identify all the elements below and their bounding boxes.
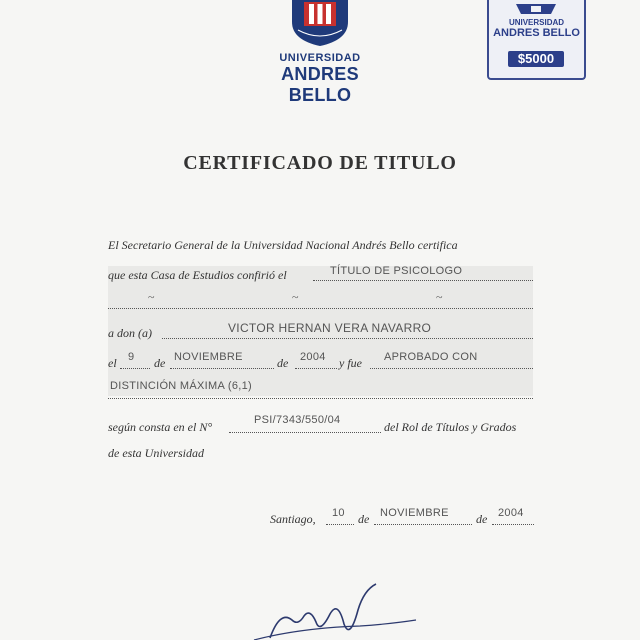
- stamp-line-1: UNIVERSIDAD: [508, 18, 565, 27]
- y-fue-label: y fue: [339, 356, 362, 370]
- segun-suffix: del Rol de Títulos y Grados: [384, 420, 517, 434]
- logo-line-2: ANDRES BELLO: [281, 64, 359, 105]
- tilde-1: ~: [148, 290, 155, 304]
- nombre-value: VICTOR HERNAN VERA NAVARRO: [228, 321, 432, 335]
- body-line-2-prefix: que esta Casa de Estudios confirió el: [108, 268, 287, 282]
- stamp-value: $5000: [508, 51, 564, 67]
- fecha-dia-value: 10: [332, 507, 345, 519]
- numero-value: PSI/7343/550/04: [254, 414, 341, 426]
- fecha-lugar: Santiago,: [270, 512, 316, 526]
- resultado-2-value: DISTINCIÓN MÁXIMA (6,1): [110, 380, 252, 392]
- logo-line-1: UNIVERSIDAD: [279, 52, 361, 64]
- segun-prefix: según consta en el N°: [108, 420, 213, 434]
- fecha-anio-value: 2004: [498, 507, 524, 519]
- dia-dots: [120, 356, 150, 369]
- fecha-de-1: de: [358, 512, 370, 526]
- el-label: el: [108, 356, 117, 370]
- ultima-linea: de esta Universidad: [108, 446, 204, 460]
- anio-value: 2004: [300, 351, 326, 363]
- don-prefix: a don (a): [108, 326, 152, 340]
- dia-value: 9: [128, 351, 135, 363]
- university-crest-icon: [288, 0, 352, 46]
- fecha-mes-value: NOVIEMBRE: [380, 507, 449, 519]
- stamp-line-2: ANDRES BELLO: [493, 27, 580, 39]
- mes-value: NOVIEMBRE: [174, 351, 243, 363]
- fecha-de-2: de: [476, 512, 488, 526]
- resultado-1-value: APROBADO CON: [384, 351, 478, 363]
- university-logo: [250, 0, 390, 105]
- revenue-stamp: [487, 0, 586, 80]
- titulo-value: TÍTULO DE PSICOLOGO: [330, 265, 463, 277]
- blank-line-dots: [108, 296, 533, 309]
- stamp-emblem-icon: [511, 2, 561, 16]
- signature-icon: [240, 580, 440, 640]
- body-line-1: El Secretario General de la Universidad Nacional Andrés Bello certifica: [108, 238, 458, 252]
- tilde-2: ~: [292, 290, 299, 304]
- certificate-title: CERTIFICADO DE TITULO: [183, 152, 457, 174]
- de-label-2: de: [277, 356, 289, 370]
- tilde-3: ~: [436, 290, 443, 304]
- de-label-1: de: [154, 356, 166, 370]
